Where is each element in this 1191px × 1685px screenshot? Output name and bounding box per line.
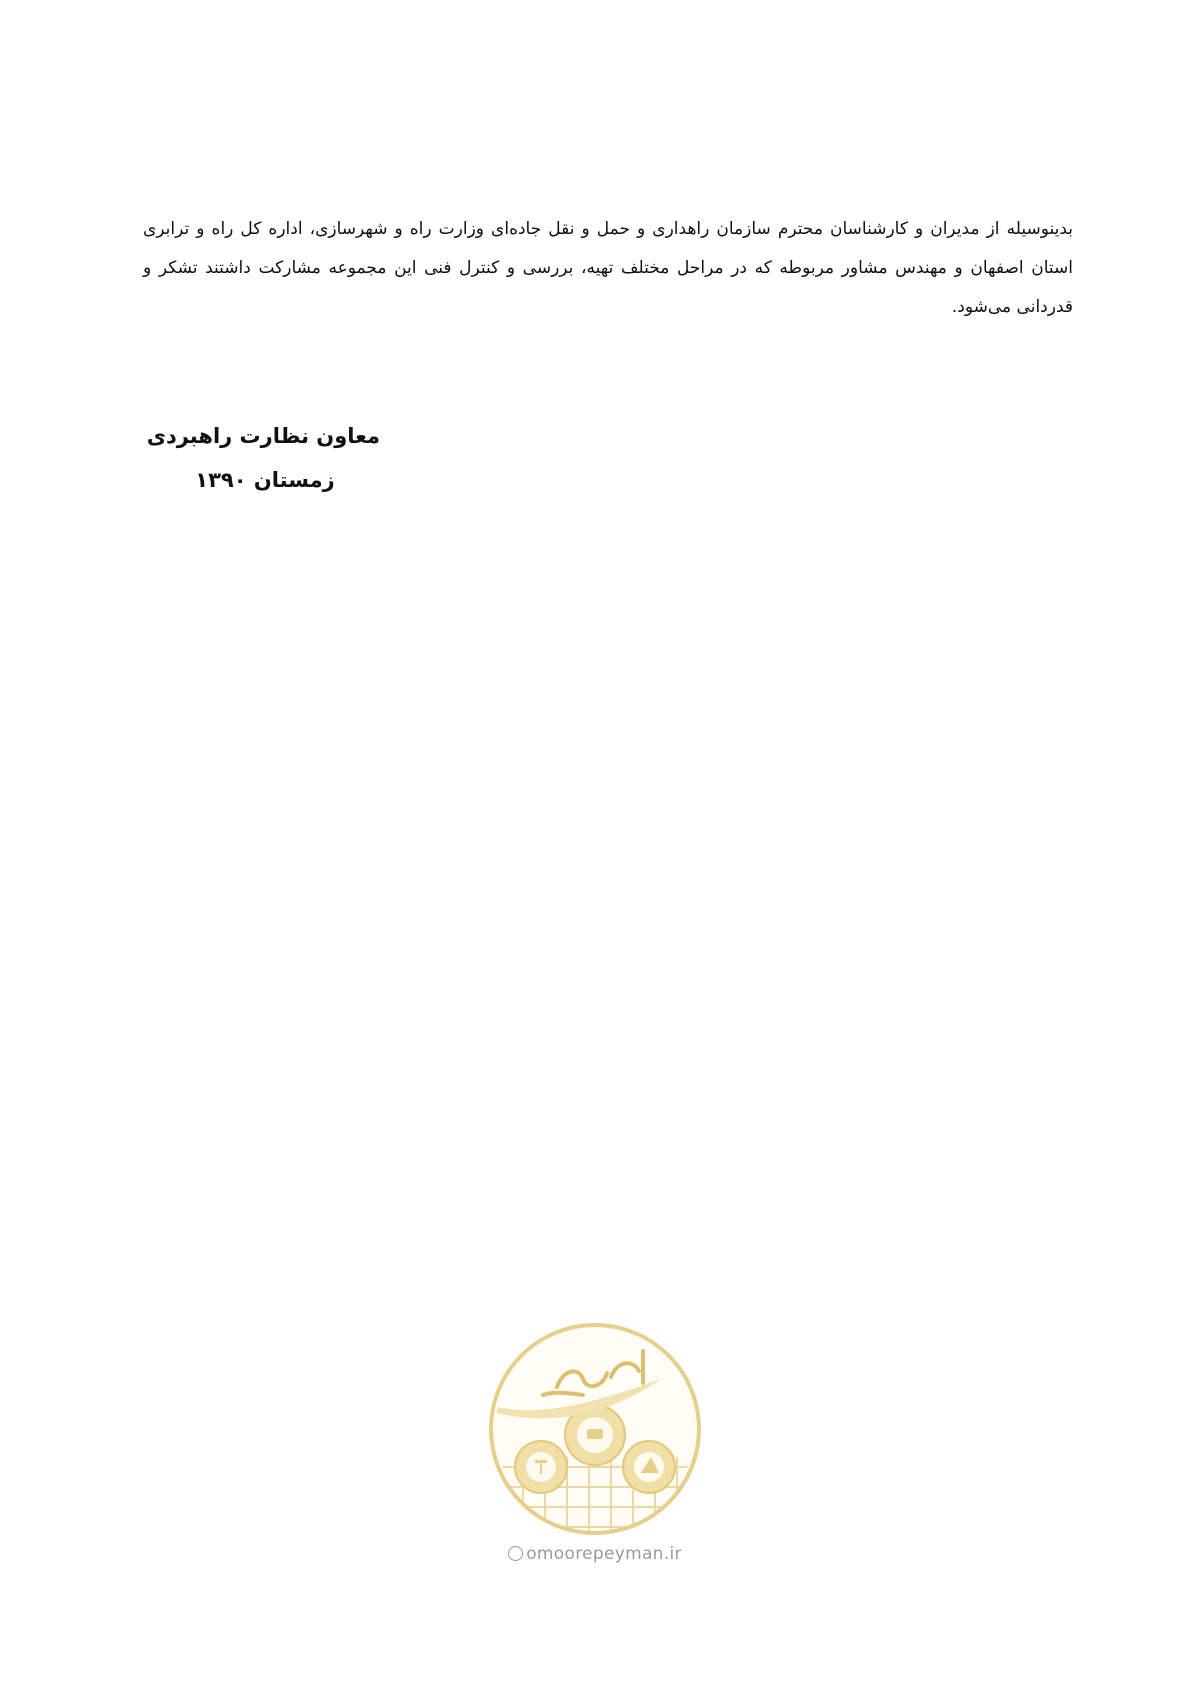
signature-block xyxy=(146,414,380,502)
globe-icon xyxy=(508,1546,523,1561)
acknowledgment-paragraph: بدینوسیله از مدیران و کارشناسان محترم سازمان راهداری و حمل و نقل جاده‌ای وزارت راه و شهرسازی، اداره کل راه و ترابری استان اصفهان و مهندس مشاور مربوطه که در مراحل مختلف تهیه، بررسی و کنترل فنی این مجموعه مشارکت داشتند تشکر و قدردانی می‌شود. xyxy=(143,219,1073,317)
watermark-website xyxy=(490,1544,700,1564)
signature-title: معاون نظارت راهبردی xyxy=(146,424,380,448)
signature-date: زمستان ۱۳۹۰ xyxy=(195,468,335,492)
watermark-logo xyxy=(483,1317,707,1541)
website-text: omoorepeyman.ir xyxy=(526,1544,682,1564)
